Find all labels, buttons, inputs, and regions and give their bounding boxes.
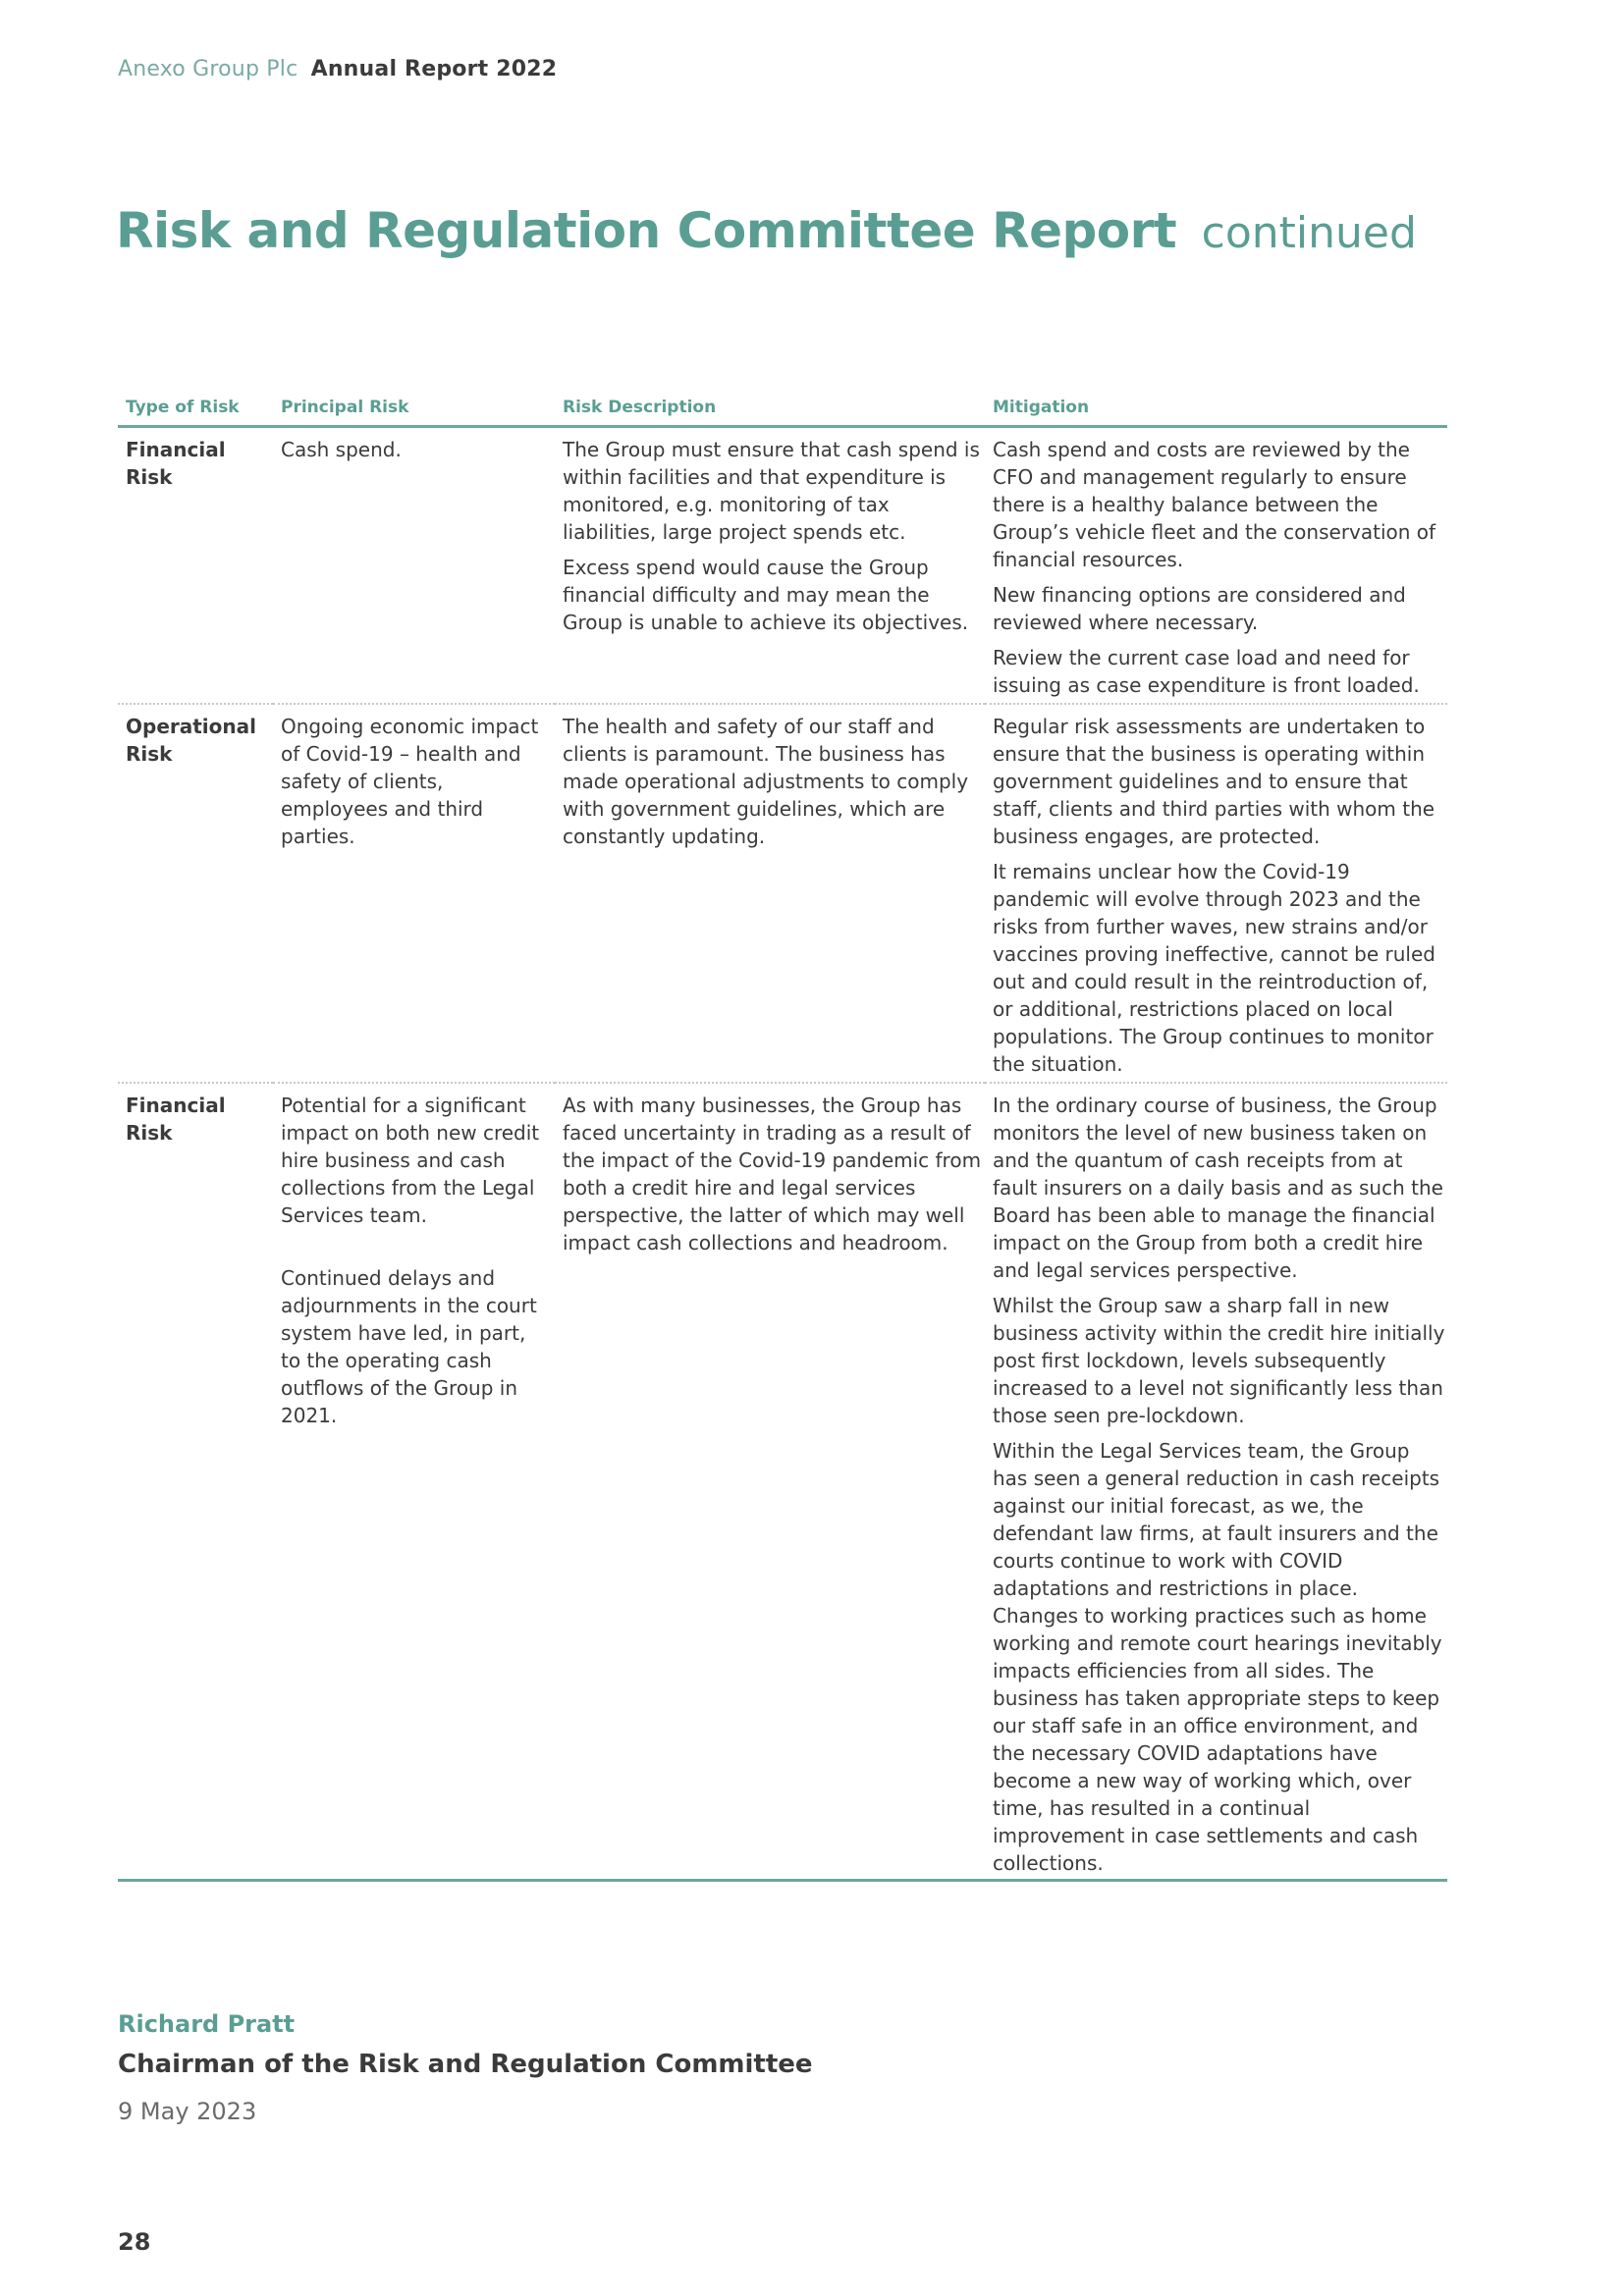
table-header — [118, 396, 1447, 427]
mitigation-cell — [985, 704, 1447, 1083]
principal-risk-text: Continued delays and adjournments in the court system have led, in part, to the operating cash outflows of the Group in 2021. — [281, 1266, 537, 1427]
risk-description-text: Excess spend would cause the Group financial difficulty and may mean the Group is unable to achieve its objectives. — [563, 556, 969, 634]
table-row — [118, 427, 1447, 705]
mitigation-text: Within the Legal Services team, the Group has seen a general reduction in cash receipts against our initial forecast, as we, the defendant law firms, at fault insurers and the courts continue to work with COVID adaptations and restrictions in place. Changes to working practices such as home working and remote court hearings inevitably impacts efficiencies from all sides. The business has taken appropriate steps to keep our staff safe in an office environment, and the necessary COVID adaptations have become a new way of working which, over time, has resulted in a continual improvement in case settlements and cash collections. — [993, 1439, 1442, 1875]
company-name: Anexo Group Plc — [118, 57, 298, 81]
risk-description-cell — [555, 427, 985, 705]
mitigation-text: Cash spend and costs are reviewed by the CFO and management regularly to ensure there is a healthy balance between the Group’s vehicle fleet and the conservation of financial resources. — [993, 438, 1436, 571]
principal-risk-text: Ongoing economic impact of Covid-19 – health and safety of clients, employees and third parties. — [281, 715, 539, 848]
mitigation-text: In the ordinary course of business, the Group monitors the level of new business taken on and the quantum of cash receipts from at fault insurers on a daily basis and as such the Board has been able to manage the financial impact on the Group from both a credit hire and legal services perspective. — [993, 1094, 1443, 1282]
mitigation-text: It remains unclear how the Covid-19 pandemic will evolve through 2023 and the risks from further waves, new strains and/or vaccines proving ineffective, cannot be ruled out and could result in the reintroduction of, or additional, restrictions placed on local populations. The Group continues to monitor the situation. — [993, 860, 1435, 1076]
table-row — [118, 704, 1447, 1083]
table-row — [118, 1083, 1447, 1881]
report-name: Annual Report 2022 — [310, 57, 558, 81]
signature-date: 9 May 2023 — [118, 2098, 257, 2125]
principal-risk-cell — [273, 704, 555, 1083]
mitigation-cell — [985, 427, 1447, 705]
risk-description-text: The Group must ensure that cash spend is within facilities and that expenditure is monitored, e.g. monitoring of tax liabilities, large project spends etc. — [563, 438, 980, 544]
mitigation-text: Regular risk assessments are undertaken to ensure that the business is operating within government guidelines and to ensure that staff, clients and third parties with whom the business engages, are protected. — [993, 715, 1435, 848]
principal-risk-text: Potential for a significant impact on both new credit hire business and cash collections from the Legal Services team. — [281, 1094, 540, 1227]
column-header-description: Risk Description — [555, 396, 985, 427]
page-title — [116, 201, 1417, 260]
risk-type-cell: Operational Risk — [118, 704, 273, 1083]
risk-description-cell — [555, 704, 985, 1083]
mitigation-text: Review the current case load and need for issuing as case expenditure is front loaded. — [993, 646, 1420, 697]
column-header-type: Type of Risk — [118, 396, 273, 427]
mitigation-text: Whilst the Group saw a sharp fall in new business activity within the credit hire initially post first lockdown, levels subsequently increased to a level not significantly less than those seen pre-lockdown. — [993, 1294, 1445, 1427]
principal-risk-cell — [273, 427, 555, 705]
signatory-name: Richard Pratt — [118, 2010, 296, 2038]
mitigation-cell — [985, 1083, 1447, 1881]
running-header — [118, 57, 557, 81]
page-number: 28 — [118, 2228, 151, 2256]
risk-description-text: The health and safety of our staff and clients is paramount. The business has made operational adjustments to comply with government guidelines, which are constantly updating. — [563, 715, 969, 848]
principal-risk-cell — [273, 1083, 555, 1881]
risk-table — [118, 396, 1447, 1882]
risk-description-cell — [555, 1083, 985, 1881]
principal-risk-text: Cash spend. — [281, 438, 402, 461]
risk-type-cell: Financial Risk — [118, 427, 273, 705]
page-title-main: Risk and Regulation Committee Report — [116, 202, 1177, 259]
signatory-role: Chairman of the Risk and Regulation Committee — [118, 2050, 813, 2079]
column-header-mitigation: Mitigation — [985, 396, 1447, 427]
column-header-principal: Principal Risk — [273, 396, 555, 427]
risk-description-text: As with many businesses, the Group has faced uncertainty in trading as a result of the impact of the Covid-19 pandemic from both a credit hire and legal services perspective, the latter of which may well impact cash collections and headroom. — [563, 1094, 982, 1255]
page-title-suffix: continued — [1201, 208, 1417, 258]
risk-type-cell: Financial Risk — [118, 1083, 273, 1881]
mitigation-text: New financing options are considered and reviewed where necessary. — [993, 583, 1406, 634]
